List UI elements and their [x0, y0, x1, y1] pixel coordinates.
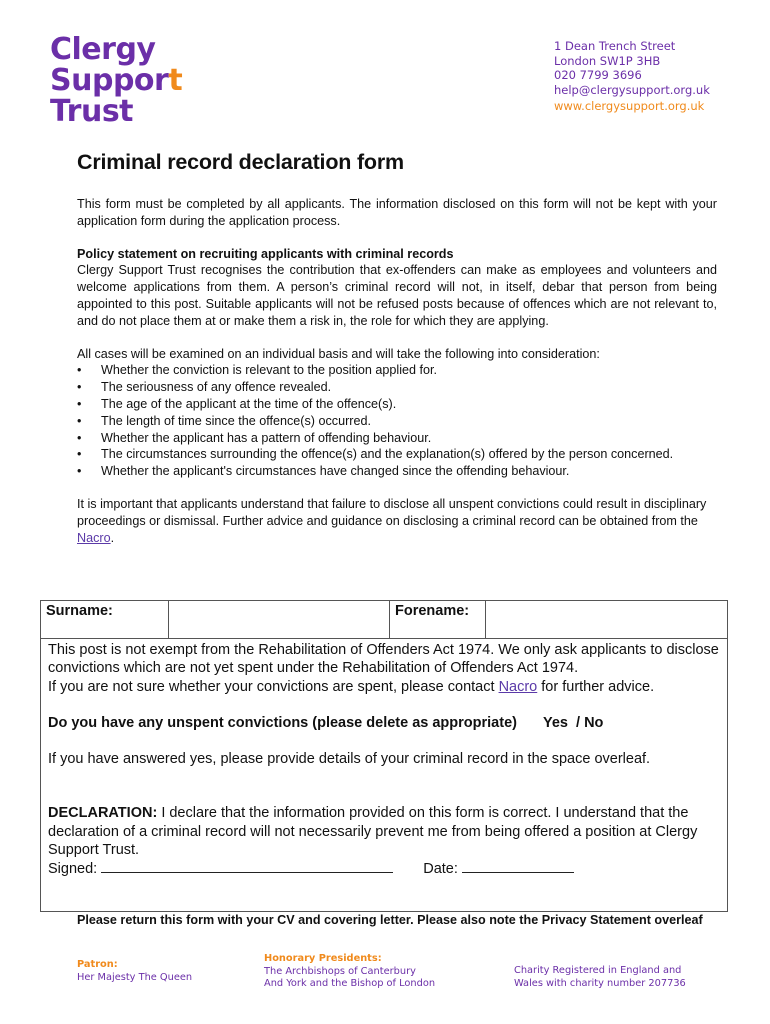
surname-label-cell — [41, 601, 168, 638]
intro-paragraph: This form must be completed by all applicants. The information disclosed on this form will not be kept with your application form during the application process. — [77, 197, 717, 228]
form-instructions — [77, 196, 717, 546]
footer-presidents — [264, 953, 435, 991]
form-body — [48, 641, 722, 879]
forename-label-cell — [389, 601, 485, 638]
logo-line-1: Clergy — [50, 32, 156, 67]
unsure-end: for further advice. — [541, 678, 655, 695]
charity-line-1: Charity Registered in England and — [514, 965, 682, 976]
unspent-question — [48, 714, 722, 732]
important-paragraph — [77, 496, 717, 546]
consideration-lead: All cases will be examined on an individual basis and will take the following into consideration: — [77, 346, 600, 361]
forename-label: Forename: — [395, 603, 470, 619]
address-email[interactable]: help@clergysupport.org.uk — [554, 82, 710, 97]
signature-field[interactable] — [101, 859, 393, 873]
declaration-label: DECLARATION: — [48, 805, 158, 822]
patron-heading: Patron: — [77, 959, 118, 970]
logo-line-3: Trust — [50, 94, 134, 129]
contact-address-block — [554, 39, 710, 114]
forename-input[interactable] — [485, 601, 727, 638]
unsure-paragraph — [48, 678, 722, 696]
logo-line-2 — [50, 65, 182, 96]
footer-charity — [514, 965, 686, 990]
list-item: • The length of time since the offence(s) occurred. — [77, 413, 717, 430]
policy-paragraph: Clergy Support Trust recognises the contribution that ex-offenders can make as employees and volunteers and welcome applications from them. A person’s criminal record will not, in itself, debar that person from being appointed to this post. Suitable applicants will not be refused posts because of offences which are not relevant to, and do not place them at or make them a risk in, the role for which they are applying. — [77, 263, 717, 328]
nacro-advice-link[interactable]: Nacro — [498, 678, 538, 695]
address-website[interactable]: www.clergysupport.org.uk — [554, 99, 705, 113]
signed-label: Signed: — [48, 861, 98, 878]
unsure-text: If you are not sure whether your convictions are spent, please contact — [48, 678, 495, 695]
surname-label: Surname: — [46, 603, 113, 619]
logo-support-text: Suppor — [50, 63, 169, 98]
declaration-text: I declare that the information provided on this form is correct. I understand that the declaration of a criminal record will not necessarily prevent me from being offered a position at Clergy Support Trust. — [48, 805, 698, 859]
nacro-link[interactable]: Nacro — [77, 530, 111, 545]
list-item: • The seriousness of any offence revealed. — [77, 379, 717, 396]
presidents-line-1: The Archbishops of Canterbury — [264, 965, 416, 977]
presidents-heading: Honorary Presidents: — [264, 953, 382, 964]
list-item: • The circumstances surrounding the offence(s) and the explanation(s) offered by the person concerned. — [77, 446, 717, 463]
address-city: London SW1P 3HB — [554, 53, 661, 68]
declaration-form — [40, 600, 728, 912]
name-row — [41, 601, 727, 639]
footer-patron — [77, 959, 192, 984]
presidents-line-2: And York and the Bishop of London — [264, 978, 436, 989]
list-item: • Whether the applicant's circumstances have changed since the offending behaviour. — [77, 463, 717, 480]
consideration-list — [77, 362, 717, 480]
logo-accent-letter: t — [168, 63, 183, 98]
address-street: 1 Dean Trench Street — [554, 39, 676, 53]
page-title: Criminal record declaration form — [77, 150, 404, 174]
patron-name: Her Majesty The Queen — [77, 971, 193, 983]
date-field[interactable] — [462, 859, 574, 873]
policy-heading: Policy statement on recruiting applicants with criminal records — [77, 246, 454, 261]
exempt-text: This post is not exempt from the Rehabilitation of Offenders Act 1974. We only ask applicants to disclose convictions which are not yet spent under the Rehabilitation of Offenders Act 1974. — [48, 642, 719, 677]
yes-no-options[interactable]: Yes / No — [542, 714, 604, 731]
list-item: • The age of the applicant at the time of the offence(s). — [77, 396, 717, 413]
address-phone: 020 7799 3696 — [554, 68, 642, 82]
clergy-support-trust-logo — [50, 34, 182, 127]
important-end: . — [110, 530, 115, 545]
list-item: • Whether the conviction is relevant to the position applied for. — [77, 362, 717, 379]
important-text: It is important that applicants understand that failure to disclose all unspent convictions could result in disciplinary proceedings or dismissal. Further advice and guidance on disclosing a criminal record can be obtained from the — [77, 496, 707, 528]
date-label: Date: — [423, 861, 458, 878]
declaration-paragraph — [48, 804, 722, 859]
answered-yes-text: If you have answered yes, please provide details of your criminal record in the space overleaf. — [48, 751, 651, 768]
list-item: • Whether the applicant has a pattern of offending behaviour. — [77, 430, 717, 447]
signature-row — [48, 859, 722, 878]
return-instructions: Please return this form with your CV and covering letter. Please also note the Privacy Statement overleaf — [77, 913, 703, 927]
surname-input[interactable] — [168, 601, 389, 638]
question-text: Do you have any unspent convictions (please delete as appropriate) — [48, 714, 517, 731]
charity-line-2: Wales with charity number 207736 — [514, 977, 686, 989]
